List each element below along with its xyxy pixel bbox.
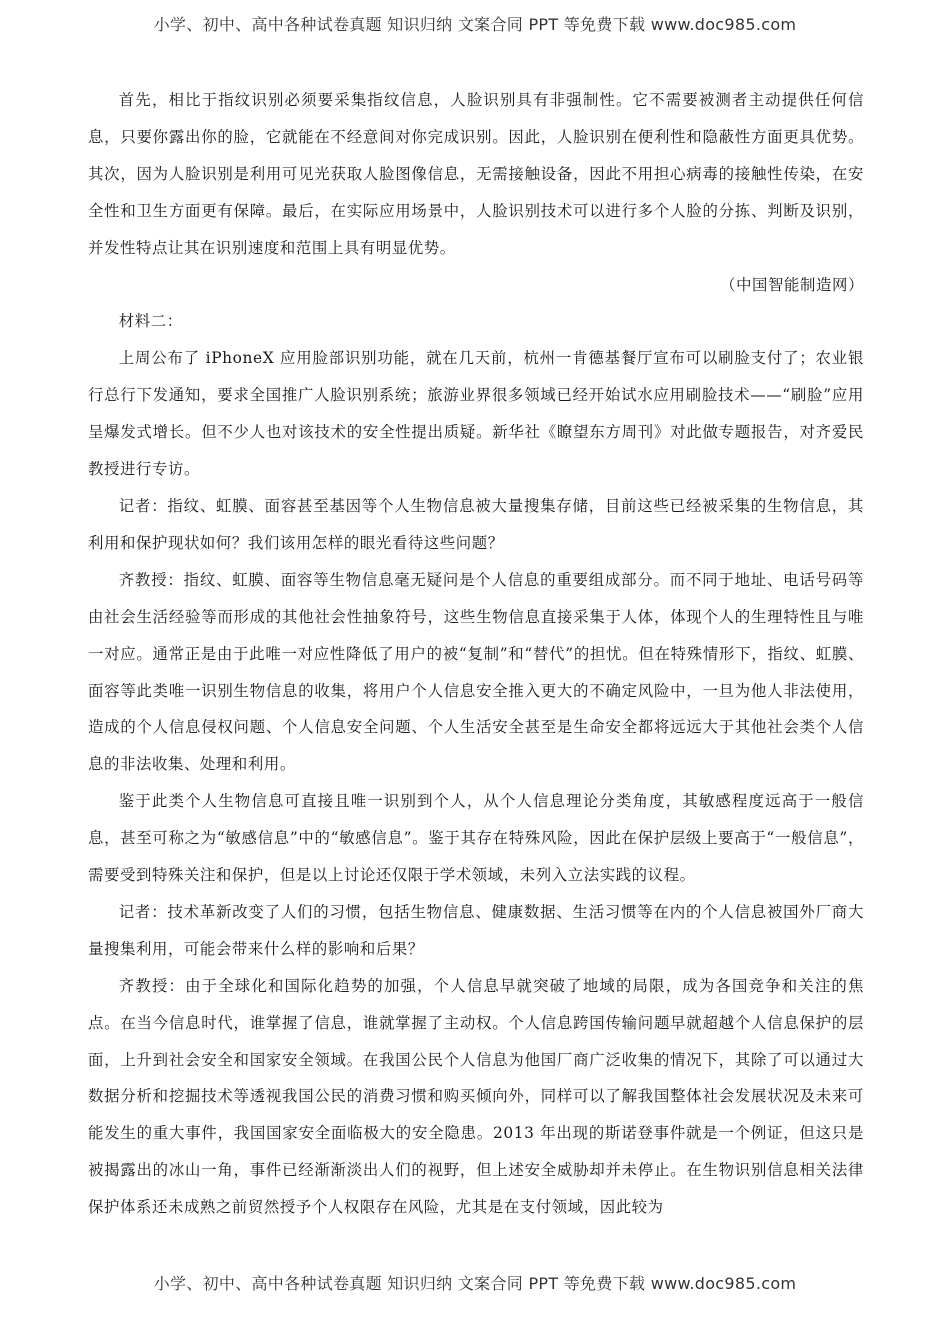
page-footer: 小学、初中、高中各种试卷真题 知识归纳 文案合同 PPT 等免费下载 www.doc985.com (153, 1274, 797, 1293)
paragraph-5: 鉴于此类个人生物信息可直接且唯一识别到个人，从个人信息理论分类角度，其敏感程度远高于一般信息，甚至可称之为“敏感信息”中的“敏感信息”。鉴于其存在特殊风险，因此在保护层级上要高于“一般信息”，需要受到特殊关注和保护，但是以上讨论还仅限于学术领域，未列入立法实践的议程。 (88, 792, 864, 885)
page-header: 小学、初中、高中各种试卷真题 知识归纳 文案合同 PPT 等免费下载 www.doc985.com (153, 15, 797, 34)
paragraph-6: 记者：技术革新改变了人们的习惯，包括生物信息、健康数据、生活习惯等在内的个人信息被国外厂商大量搜集利用，可能会带来什么样的影响和后果？ (88, 902, 864, 958)
paragraph-3: 记者：指纹、虹膜、面容甚至基因等个人生物信息被大量搜集存储，目前这些已经被采集的生物信息，其利用和保护现状如何？我们该用怎样的眼光看待这些问题？ (88, 496, 864, 552)
paragraph-7: 齐教授：由于全球化和国际化趋势的加强，个人信息早就突破了地域的局限，成为各国竞争和关注的焦点。在当今信息时代，谁掌握了信息，谁就掌握了主动权。个人信息跨国传输问题早就超越个人信息保护的层面，上升到社会安全和国家安全领域。在我国公民个人信息为他国厂商广泛收集的情况下，其除了可以通过大数据分析和挖掘技术等透视我国公民的消费习惯和购买倾向外，同样可以了解我国整体社会发展状况及未来可能发生的重大事件，我国国家安全面临极大的安全隐患。2013 年出现的斯诺登事件就是一个例证，但这只是被揭露出的冰山一角，事件已经渐渐淡出人们的视野，但上述安全威胁却并未停止。在生物识别信息相关法律保护体系还未成熟之前贸然授予个人权限存在风险，尤其是在支付领域，因此较为 (88, 976, 864, 1217)
material-2-heading: 材料二： (118, 312, 183, 331)
paragraph-2: 上周公布了 iPhoneX 应用脸部识别功能，就在几天前，杭州一肯德基餐厅宣布可以刷脸支付了；农业银行总行下发通知，要求全国推广人脸识别系统；旅游业界很多领域已经开始试水应用刷脸技术——“刷脸”应用呈爆发式增长。但不少人也对该技术的安全性提出质疑。新华社《瞭望东方周刊》对此做专题报告，对齐爱民教授进行专访。 (88, 349, 864, 479)
paragraph-4: 齐教授：指纹、虹膜、面容等生物信息毫无疑问是个人信息的重要组成部分。而不同于地址、电话号码等由社会生活经验等而形成的其他社会性抽象符号，这些生物信息直接采集于人体，体现个人的生理特性且与唯一对应。通常正是由于此唯一对应性降低了用户的被“复制”和“替代”的担忧。但在特殊情形下，指纹、虹膜、面容等此类唯一识别生物信息的收集，将用户个人信息安全推入更大的不确定风险中，一旦为他人非法使用，造成的个人信息侵权问题、个人信息安全问题、个人生活安全甚至是生命安全都将远远大于其他社会类个人信息的非法收集、处理和利用。 (88, 570, 864, 774)
source-citation: （中国智能制造网） (720, 275, 864, 294)
paragraph-1: 首先，相比于指纹识别必须要采集指纹信息，人脸识别具有非强制性。它不需要被测者主动提供任何信息，只要你露出你的脸，它就能在不经意间对你完成识别。因此，人脸识别在便利性和隐蔽性方面更具优势。其次，因为人脸识别是利用可见光获取人脸图像信息，无需接触设备，因此不用担心病毒的接触性传染，在安全性和卫生方面更有保障。最后，在实际应用场景中，人脸识别技术可以进行多个人脸的分拣、判断及识别，并发性特点让其在识别速度和范围上具有明显优势。 (88, 91, 864, 257)
document-body (88, 82, 864, 1226)
